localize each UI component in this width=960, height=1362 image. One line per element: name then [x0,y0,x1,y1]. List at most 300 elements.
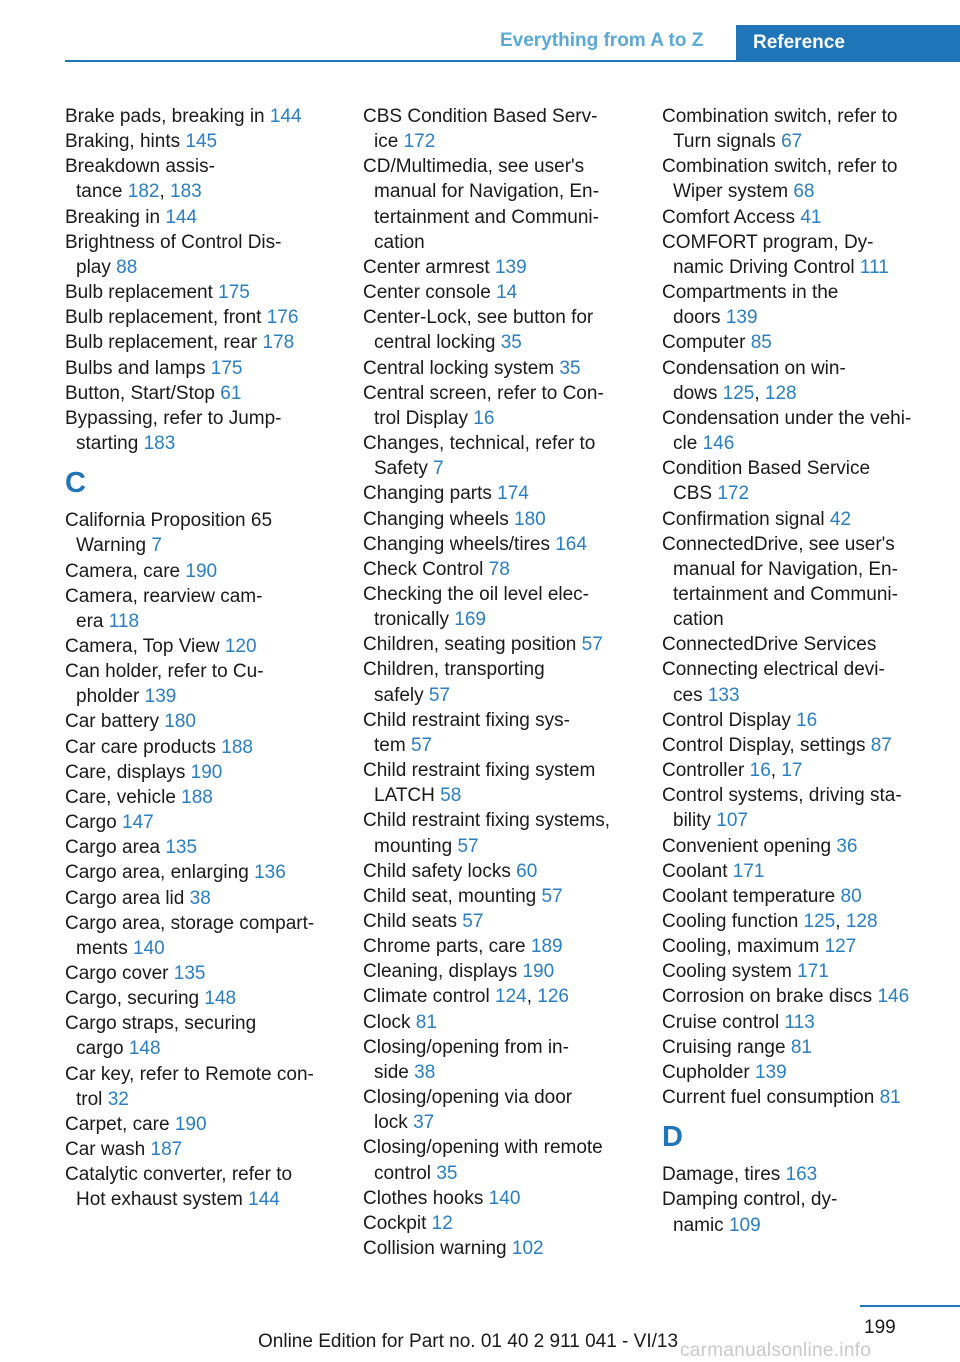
page-reference-link[interactable]: 57 [581,634,603,656]
index-term-text: Children, seating position [363,634,582,656]
index-entry [662,280,958,330]
index-term-text: Damage, tires [662,1164,786,1186]
index-entry [65,785,355,810]
page-reference-link[interactable]: 136 [254,862,286,884]
index-term-text: manual for Navigation, En- [374,181,599,203]
index-letter-heading: D [662,1121,683,1154]
index-entry [65,835,355,860]
page-reference-link[interactable]: 140 [488,1187,521,1209]
index-entry [662,884,958,909]
index-term-text: Condensation under the vehi- [662,407,912,429]
index-entry [363,708,653,758]
index-entry [363,1211,653,1236]
index-entry [662,1035,958,1060]
page-reference-link[interactable]: 109 [728,1214,761,1236]
page-reference-link[interactable]: 68 [793,181,815,203]
page-reference-link[interactable]: 32 [107,1088,129,1110]
page-reference-link[interactable]: 139 [725,307,758,329]
page-reference-link[interactable]: 57 [462,911,484,932]
index-term-text: Cockpit [363,1212,432,1234]
index-entry [662,834,958,859]
index-entry [363,934,653,959]
index-term-text: Cooling function [662,911,804,932]
index-entry [662,1162,958,1187]
index-term-text: Child safety locks [363,860,517,882]
index-term-text: side [374,1061,415,1083]
index-entry [363,884,653,909]
page-reference-link[interactable]: 139 [494,256,527,278]
page-reference-link[interactable]: 178 [262,332,295,354]
index-term-text: Child seats [363,911,463,932]
index-term-text: Bulb replacement, rear [65,332,263,354]
index-entry [662,154,958,204]
page-reference-link[interactable]: 183 [143,433,176,455]
page-reference-link[interactable]: 88 [116,256,138,278]
page-reference-link[interactable]: 187 [150,1139,183,1161]
index-term-text: Car wash [65,1139,151,1161]
index-term-text: Combination switch, refer to [662,106,898,127]
index-column-1 [65,104,355,1213]
index-term-text: ments [76,937,134,959]
header-divider [65,60,960,62]
page-reference-link[interactable]: 81 [790,1036,812,1058]
page-reference-link[interactable]: 16 [473,407,495,429]
index-term-text: control [374,1162,437,1184]
page-reference-link[interactable]: 38 [414,1061,436,1083]
page-reference-link[interactable]: 139 [754,1061,787,1083]
index-entry [662,1060,958,1085]
index-term-text: central locking [374,332,501,354]
index-term-text: Camera, Top View [65,635,225,657]
index-entry [363,481,653,506]
index-term-text: Closing/opening from in- [363,1036,569,1058]
index-entry [65,986,355,1011]
page-reference-link[interactable]: 135 [165,837,198,859]
index-term-text: ConnectedDrive, see user's [662,533,895,555]
index-term-text: Car battery [65,711,165,733]
index-term-text: Closing/opening with remote [363,1137,603,1159]
index-term-text: Cruising range [662,1036,791,1058]
page-reference-link[interactable]: 16 [749,760,771,782]
index-entry [662,632,958,657]
page-reference-link[interactable]: 16 [796,709,818,731]
index-term-text: Changes, technical, refer to [363,433,596,455]
index-term-text: Cargo [65,812,123,834]
index-entry [662,984,958,1009]
index-entry [662,758,958,783]
index-term-text: Damping control, dy- [662,1189,838,1211]
index-entry [363,305,653,355]
index-entry [65,508,355,558]
index-entry [662,205,958,230]
page-reference-link[interactable]: 163 [785,1164,818,1186]
index-term-text: , [754,382,765,404]
index-entry [65,154,355,204]
index-term-text: cation [374,231,425,253]
page-reference-link[interactable]: 126 [537,986,569,1008]
index-term-text: California Proposition 65 [65,510,273,532]
page-reference-link[interactable]: 80 [840,885,862,907]
index-entry [662,104,958,154]
index-term-text: ice [374,131,404,153]
index-term-text: Connecting electrical devi- [662,659,885,681]
page-reference-link[interactable]: 144 [248,1189,280,1211]
index-term-text: Child seat, mounting [363,885,542,907]
index-term-text: Button, Start/Stop [65,382,221,404]
index-entry [662,507,958,532]
index-entry [662,1010,958,1035]
page-reference-link[interactable]: 12 [431,1212,453,1234]
page-reference-link[interactable]: 146 [877,986,910,1008]
page-reference-link[interactable]: 37 [413,1112,435,1134]
index-entry [363,1236,653,1261]
index-term-text: CD/Multimedia, see user's [363,156,585,178]
index-term-text: Care, vehicle [65,786,182,808]
page-reference-link[interactable]: 145 [185,131,218,153]
page-reference-link[interactable]: 144 [165,206,198,228]
index-term-text: , [835,911,846,932]
index-entry [65,1137,355,1162]
index-term-text: tertainment and Communi- [374,206,599,228]
index-term-text: Braking, hints [65,131,186,153]
index-entry [363,657,653,707]
page-reference-link[interactable]: 60 [516,860,538,882]
index-term-text: Cargo area, enlarging [65,862,255,884]
index-entry [65,280,355,305]
index-entry [662,657,958,707]
page-reference-link[interactable]: 147 [122,812,154,834]
index-entry [662,934,958,959]
index-entry [65,735,355,760]
page-reference-link[interactable]: 14 [496,282,518,304]
index-entry [662,733,958,758]
page-reference-link[interactable]: 188 [221,736,253,758]
index-entry [662,1085,958,1110]
index-entry [662,456,958,506]
index-term-text: Breakdown assis- [65,156,215,178]
index-entry [65,1011,355,1061]
index-entry [65,1162,355,1212]
index-entry [65,659,355,709]
index-entry [662,909,958,934]
page-reference-link[interactable]: 133 [707,684,740,706]
index-entry [363,104,653,154]
index-term-text: Camera, care [65,560,186,582]
index-term-text: Cooling, maximum [662,936,825,958]
page-reference-link[interactable]: 139 [144,686,177,708]
page-reference-link[interactable]: 135 [173,963,206,984]
page-reference-link[interactable]: 140 [133,937,165,959]
index-entry [363,909,653,934]
page-reference-link[interactable]: 172 [717,483,750,505]
page-reference-link[interactable]: 172 [403,131,436,153]
page-reference-link[interactable]: 182 [127,181,160,203]
index-term-text: cle [673,433,703,455]
index-letter-heading: C [65,467,86,500]
index-term-text: COMFORT program, Dy- [662,231,874,253]
page-reference-link[interactable]: 175 [210,357,243,379]
index-entry [363,1135,653,1185]
page-reference-link[interactable]: 183 [170,181,202,203]
page-reference-link[interactable]: 125 [722,382,755,404]
page-reference-link[interactable]: 57 [541,885,563,907]
index-entry [363,859,653,884]
index-term-text: Controller [662,760,750,782]
index-term-text: Combination switch, refer to [662,156,898,178]
index-term-text: Cleaning, displays [363,961,523,983]
index-term-text: Current fuel consumption [662,1087,880,1109]
page-reference-link[interactable]: 148 [204,988,237,1010]
index-term-text: Car key, refer to Remote con- [65,1063,314,1085]
footer-edition-text: Online Edition for Part no. 01 40 2 911 041 - VI/13 [258,1331,679,1352]
page-reference-link[interactable]: 190 [174,1113,207,1135]
index-term-text: LATCH [374,785,441,807]
index-term-text: Control Display, settings [662,734,871,756]
index-term-text: ces [673,684,708,706]
index-term-text: , [159,181,171,203]
index-term-text: Camera, rearview cam- [65,585,263,607]
index-term-text: safely [374,684,429,706]
index-term-text: pholder [76,686,145,708]
index-term-text: Check Control [363,558,489,580]
index-term-text: Changing parts [363,483,498,505]
index-term-text: Center-Lock, see button for [363,307,594,329]
index-term-text: tertainment and Communi- [673,583,898,605]
page-reference-link[interactable]: 113 [784,1011,815,1033]
page-reference-link[interactable]: 36 [836,835,858,857]
index-entry [65,1112,355,1137]
index-entry [662,859,958,884]
page-reference-link[interactable]: 41 [800,206,822,228]
index-entry [662,406,958,456]
page-reference-link[interactable]: 180 [514,508,546,530]
page-reference-link[interactable]: 61 [220,382,242,404]
index-term-text: Compartments in the [662,282,839,304]
index-term-text: Child restraint fixing system [363,760,596,782]
index-term-text: doors [673,307,726,329]
header-section-title: Everything from A to Z [500,30,704,51]
index-term-text: lock [374,1112,414,1134]
index-term-text: tance [76,181,128,203]
page-reference-link[interactable]: 87 [870,734,892,756]
index-entry [662,532,958,633]
page-reference-link[interactable]: 125 [803,911,836,932]
index-term-text: Breaking in [65,206,166,228]
page-reference-link[interactable]: 7 [433,458,444,480]
page-reference-link[interactable]: 107 [716,810,748,832]
index-entry [363,381,653,431]
page-header [0,0,960,62]
index-term-text: tronically [374,609,455,631]
index-term-text: Central locking system [363,357,560,379]
page-reference-link[interactable]: 180 [164,711,196,733]
page-reference-link[interactable]: 81 [415,1011,437,1033]
index-term-text: Cargo area, storage compart- [65,912,315,934]
page-reference-link[interactable]: 7 [151,535,162,557]
index-entry [65,1062,355,1112]
index-entry [65,381,355,406]
index-term-text: Can holder, refer to Cu- [65,661,264,683]
page-reference-link[interactable]: 38 [189,887,211,909]
index-entry [65,634,355,659]
index-entry [662,959,958,984]
index-term-text: Brake pads, breaking in [65,106,270,127]
index-term-text: dows [673,382,723,404]
index-term-text: tem [374,734,411,756]
page-reference-link[interactable]: 57 [457,835,479,857]
index-entry [363,758,653,808]
page-number: 199 [864,1317,896,1338]
page-reference-link[interactable]: 189 [530,936,563,958]
page-reference-link[interactable]: 171 [797,961,829,983]
index-term-text: Control Display [662,709,797,731]
index-entry [662,330,958,355]
index-term-text: Cruise control [662,1011,785,1033]
page-reference-link[interactable]: 146 [702,433,735,455]
index-term-text: cation [673,609,724,631]
page-reference-link[interactable]: 57 [410,734,433,756]
index-entry [65,810,355,835]
index-term-text: Child restraint fixing sys- [363,709,570,731]
index-term-text: Brightness of Control Dis- [65,231,282,253]
page-reference-link[interactable]: 57 [428,684,451,706]
index-entry [65,911,355,961]
index-term-text: bility [673,810,717,832]
page-reference-link[interactable]: 35 [436,1162,458,1184]
page-reference-link[interactable]: 124 [495,986,527,1008]
page-reference-link[interactable]: 120 [224,635,257,657]
page-reference-link[interactable]: 85 [750,332,772,354]
index-term-text: Cargo area [65,837,166,859]
page-reference-link[interactable]: 169 [454,609,486,631]
index-term-text: Warning [76,535,152,557]
index-term-text: starting [76,433,144,455]
index-term-text: Safety [374,458,434,480]
index-term-text: namic Driving Control [673,256,860,278]
page-reference-link[interactable]: 144 [269,106,302,127]
page-reference-link[interactable]: 78 [488,558,510,580]
index-term-text: trol [76,1088,108,1110]
index-term-text: Cargo straps, securing [65,1013,257,1035]
index-term-text: , [770,760,782,782]
index-entry [363,1085,653,1135]
index-term-text: Corrosion on brake discs [662,986,878,1008]
index-term-text: CBS Condition Based Serv- [363,106,598,127]
index-term-text: Catalytic converter, refer to [65,1164,293,1186]
index-term-text: Children, transporting [363,659,545,681]
index-entry [65,230,355,280]
index-entry [662,783,958,833]
index-entry [65,709,355,734]
index-entry [65,860,355,885]
page-reference-link[interactable]: 127 [824,936,857,958]
index-entry [363,356,653,381]
page-reference-link[interactable]: 17 [781,760,803,782]
index-entry [363,984,653,1009]
page-reference-link[interactable]: 58 [440,785,462,807]
page-reference-link[interactable]: 128 [764,382,797,404]
index-entry [363,582,653,632]
page-reference-link[interactable]: 35 [559,357,581,379]
index-term-text: Center armrest [363,256,495,278]
index-term-text: Chrome parts, care [363,936,531,958]
page-reference-link[interactable]: 128 [845,911,878,932]
index-term-text: Cargo area lid [65,887,190,909]
index-term-text: Clock [363,1011,416,1033]
index-term-text: Checking the oil level elec- [363,583,590,605]
index-term-text: Changing wheels/tires [363,533,556,555]
index-term-text: ConnectedDrive Services [662,634,877,656]
index-term-text: Central screen, refer to Con- [363,382,604,404]
page-reference-link[interactable]: 176 [266,307,299,329]
page-reference-link[interactable]: 190 [522,961,555,983]
index-term-text: Hot exhaust system [76,1189,249,1211]
index-entry [65,559,355,584]
index-term-text: cargo [76,1038,129,1060]
index-term-text: Bulbs and lamps [65,357,211,379]
index-term-text: mounting [374,835,458,857]
index-entry [363,280,653,305]
index-term-text: Confirmation signal [662,508,830,530]
index-column-2 [363,104,653,1261]
page-reference-link[interactable]: 175 [218,282,250,304]
page-reference-link[interactable]: 190 [185,560,218,582]
index-term-text: Coolant [662,860,733,882]
index-entry [363,1010,653,1035]
index-entry [363,1186,653,1211]
index-term-text: Coolant temperature [662,885,841,907]
index-entry [363,431,653,481]
index-entry [363,255,653,280]
page-reference-link[interactable]: 164 [555,533,587,555]
index-entry [65,584,355,634]
index-entry [65,205,355,230]
index-entry [65,330,355,355]
page-reference-link[interactable]: 174 [497,483,529,505]
index-term-text: Child restraint fixing systems, [363,810,611,832]
index-term-text: Car care products [65,736,222,758]
page-reference-link[interactable]: 67 [781,131,803,153]
index-term-text: Cupholder [662,1061,755,1083]
page-reference-link[interactable]: 35 [500,332,522,354]
index-entry [363,959,653,984]
index-entry [363,808,653,858]
index-entry [363,532,653,557]
page-reference-link[interactable]: 102 [511,1238,544,1260]
index-entry [65,104,355,129]
index-term-text: Collision warning [363,1238,512,1260]
page-reference-link[interactable]: 171 [732,860,765,882]
page-reference-link[interactable]: 111 [859,256,889,278]
index-term-text: Bypassing, refer to Jump- [65,407,282,429]
index-term-text: Convenient opening [662,835,837,857]
page-reference-link[interactable]: 42 [829,508,852,530]
page-reference-link[interactable]: 81 [879,1087,901,1109]
index-term-text: era [76,610,109,632]
index-term-text: Center console [363,282,497,304]
page-reference-link[interactable]: 188 [181,786,213,808]
page-reference-link[interactable]: 118 [108,610,140,632]
index-column-3 [662,104,958,1238]
index-term-text: Changing wheels [363,508,515,530]
index-term-text: , [526,986,538,1008]
index-term-text: Carpet, care [65,1113,175,1135]
index-term-text: Climate control [363,986,495,1008]
page-reference-link[interactable]: 148 [128,1038,161,1060]
watermark: carmanualsonline.info [680,1340,872,1361]
page-reference-link[interactable]: 190 [190,761,223,783]
index-term-text: Cargo, securing [65,988,205,1010]
